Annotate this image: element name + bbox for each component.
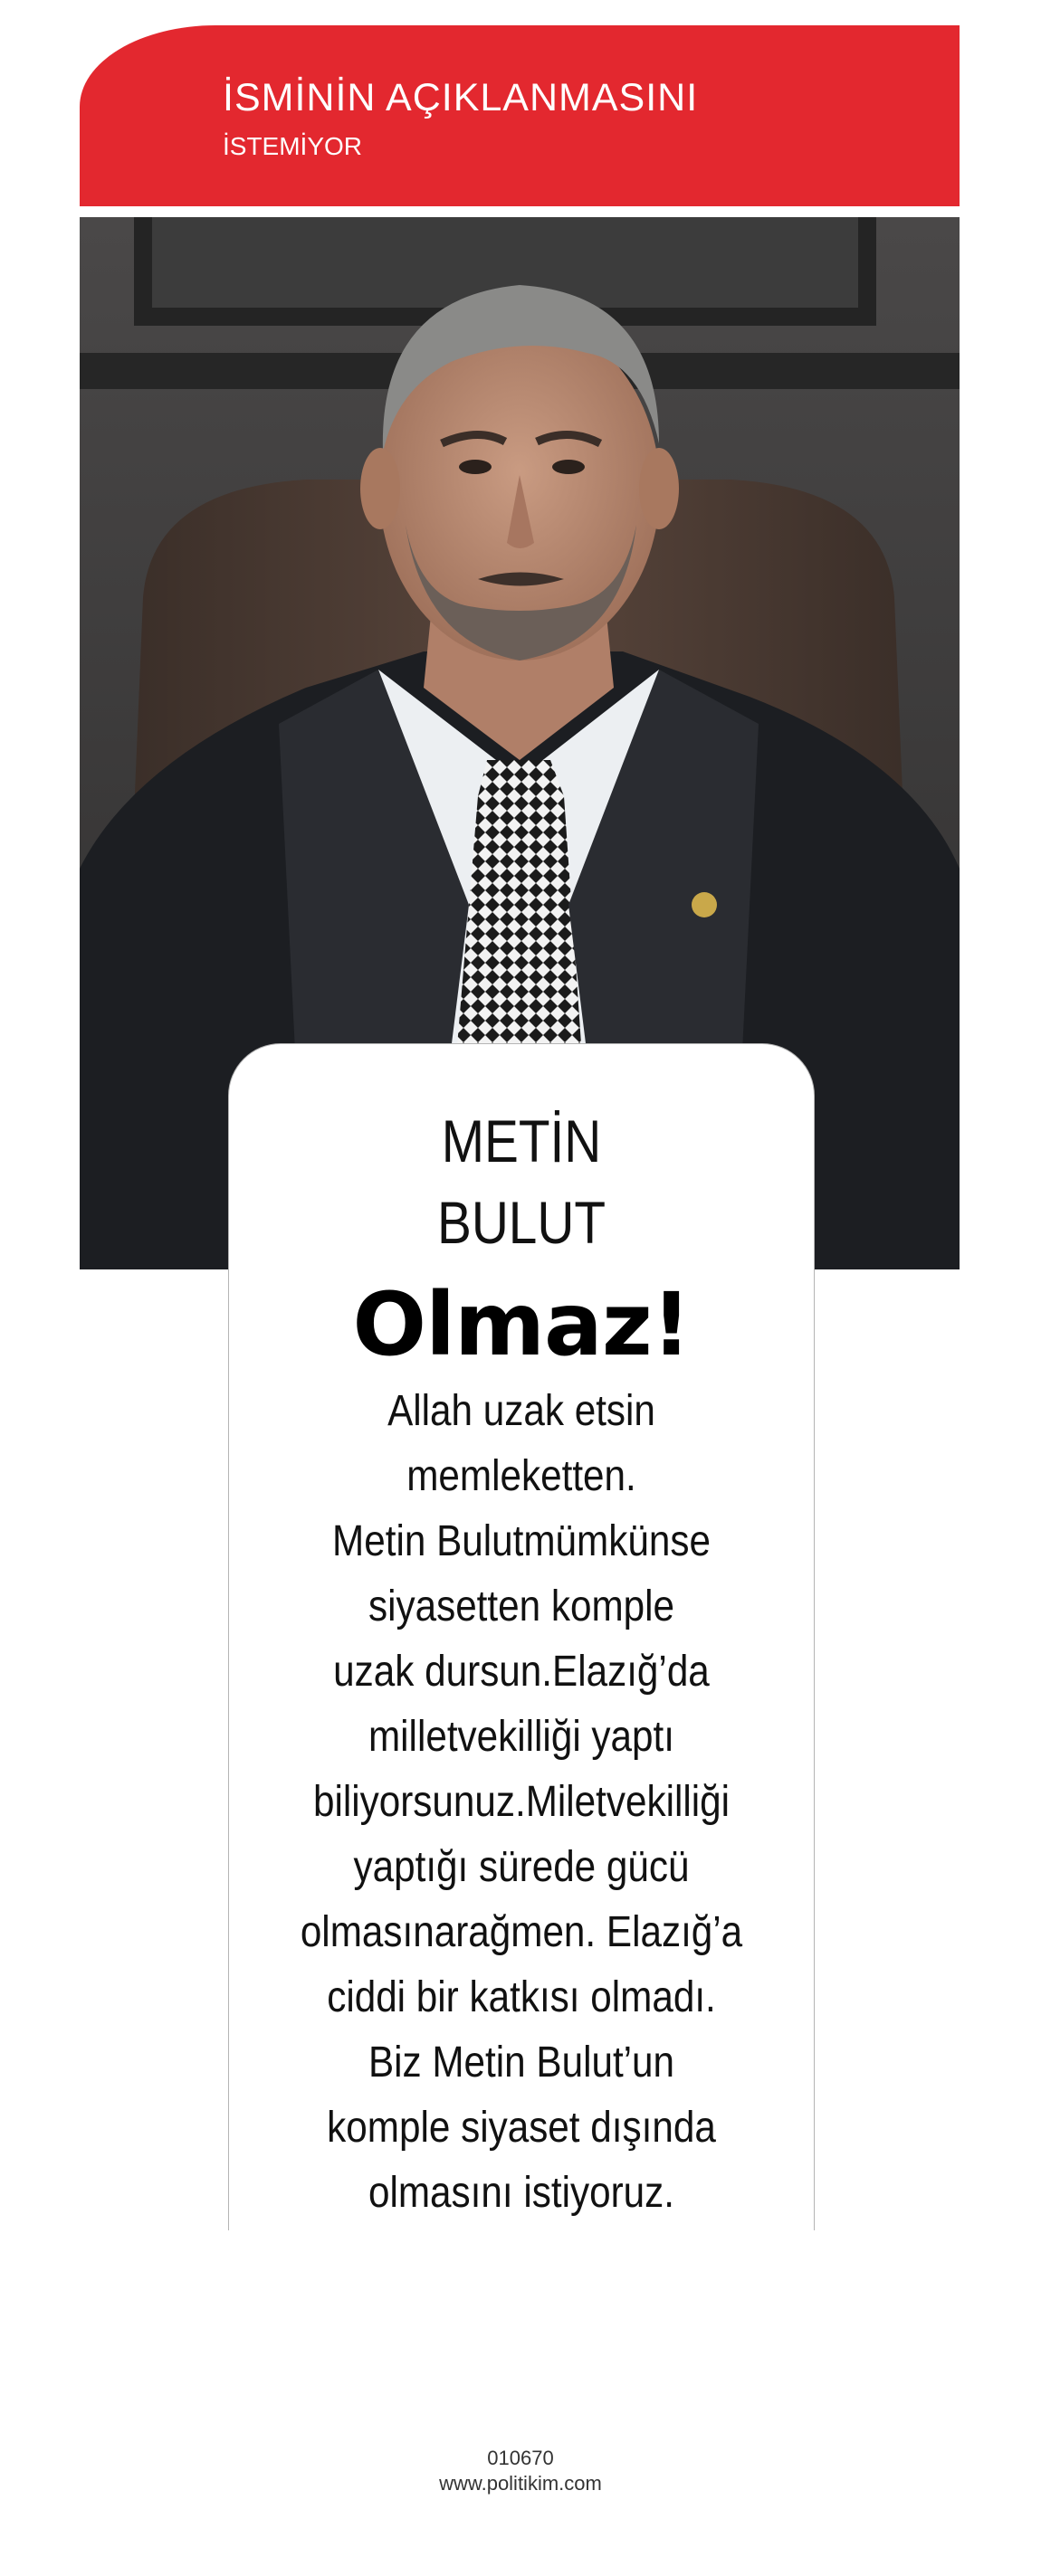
quote-line: olmasınarağmen. Elazığ’a xyxy=(300,1908,743,1956)
quote-body xyxy=(264,1379,778,2226)
quote-line: siyasetten komple xyxy=(368,1583,675,1630)
header-subtitle: İSTEMİYOR xyxy=(223,132,363,160)
quote-line: Allah uzak etsin xyxy=(387,1387,655,1435)
quote-line: milletvekilliği yaptı xyxy=(368,1713,675,1761)
footer-code: 010670 xyxy=(487,2447,554,2469)
quote-line: ciddi bir katkısı olmadı. xyxy=(327,1973,716,2021)
quote-line: memleketten. xyxy=(406,1452,636,1500)
footer-url: www.politikim.com xyxy=(439,2472,602,2495)
quote-line: yaptığı sürede gücü xyxy=(353,1843,690,1891)
quote-line: Biz Metin Bulut’un xyxy=(368,2039,675,2086)
header-banner xyxy=(80,25,960,206)
quote-line: uzak dursun.Elazığ’da xyxy=(333,1648,710,1696)
person-name-last: BULUT xyxy=(436,1189,606,1256)
headline: Olmaz! xyxy=(352,1274,691,1375)
quote-line: olmasını istiyoruz. xyxy=(368,2169,675,2217)
person-name-first: METİN xyxy=(441,1107,602,1174)
quote-line: Metin Bulutmümkünse xyxy=(332,1517,711,1565)
quote-line: komple siyaset dışında xyxy=(327,2104,716,2152)
quote-card xyxy=(228,1043,815,2230)
header-title: İSMİNİN AÇIKLANMASINI xyxy=(223,76,699,119)
quote-line: biliyorsunuz.Miletvekilliği xyxy=(312,1778,731,1826)
